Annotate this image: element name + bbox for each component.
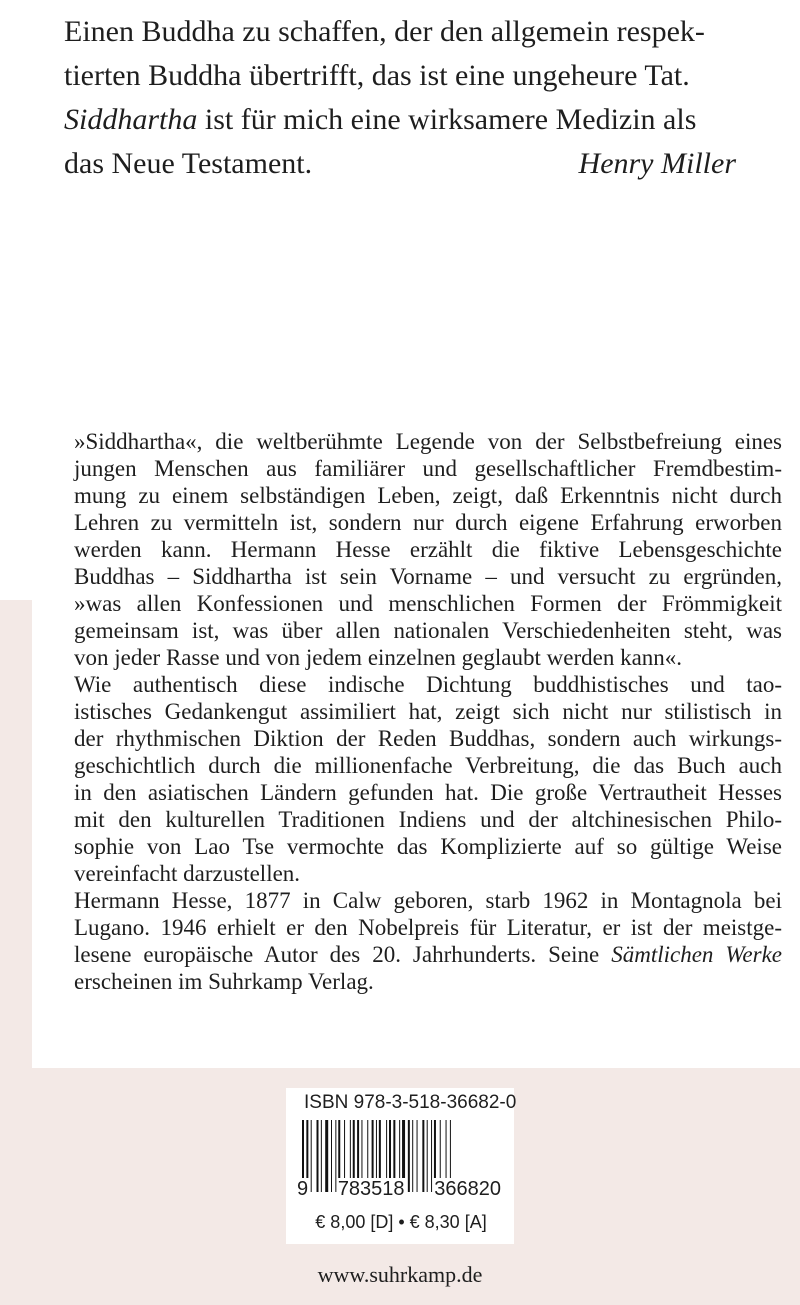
quote-block — [64, 10, 736, 186]
barcode-digit-first: 9 — [297, 1178, 309, 1200]
quote-title-italic: Siddhartha — [64, 103, 198, 136]
barcode-digits-group-1: 783518 — [337, 1178, 405, 1200]
publisher-website: www.suhrkamp.de — [317, 1262, 483, 1287]
blurb-line: Hermann Hesse, 1877 in Calw geboren, starb 1962 in Montagnola bei — [74, 888, 782, 913]
isbn-label: ISBN 978-3-518-36682-0 — [304, 1092, 517, 1113]
blurb-line: von jeder Rasse und von jedem einzelnen geglaubt werden kann«. — [74, 645, 683, 670]
blurb-line: der rhythmischen Diktion der Reden Buddhas, sondern auch wirkungs- — [74, 726, 782, 751]
blurb-line: vereinfacht darzustellen. — [74, 861, 301, 886]
quote-line-3 — [64, 98, 736, 142]
blurb-line: sophie von Lao Tse vermochte das Komplizierte auf so gültige Weise — [74, 834, 782, 859]
quote-line-4-text: das Neue Testament. — [64, 147, 313, 180]
blurb-line: Lehren zu vermitteln ist, sondern nur durch eigene Erfahrung erworben — [74, 510, 782, 535]
quote-author: Henry Miller — [578, 147, 736, 180]
blurb-line: Buddhas – Siddhartha ist sein Vorname – und versucht zu ergründen, — [74, 564, 782, 589]
blurb-line: jungen Menschen aus familiärer und gesellschaftlicher Fremdbestim- — [74, 456, 782, 481]
blurb-line: geschichtlich durch die millionenfache Verbreitung, die das Buch auch — [74, 753, 782, 778]
blurb-line: erscheinen im Suhrkamp Verlag. — [74, 969, 374, 994]
blurb-line: »Siddhartha«, die weltberühmte Legende von der Selbstbefreiung eines — [74, 429, 782, 454]
blurb-line — [74, 941, 782, 968]
works-title-italic: Sämtlichen Werke — [611, 942, 782, 967]
blurb-text — [74, 428, 782, 995]
blurb-line-20-text: lesene europäische Autor des 20. Jahrhunderts. Seine — [74, 942, 612, 967]
blurb-line: Lugano. 1946 erhielt er den Nobelpreis für Literatur, er ist der meistge- — [74, 915, 782, 940]
price-label: € 8,00 [D] • € 8,30 [A] — [315, 1212, 487, 1232]
blurb-line: werden kann. Hermann Hesse erzählt die fiktive Lebensgeschichte — [74, 537, 782, 562]
blurb-line: mung zu einem selbständigen Leben, zeigt, daß Erkenntnis nicht durch — [74, 483, 782, 508]
blurb-line: mit den kulturellen Traditionen Indiens und der altchinesischen Philo- — [74, 807, 782, 832]
blurb-line: in den asiatischen Ländern gefunden hat. Die große Vertrautheit Hesses — [74, 780, 782, 805]
quote-line-4 — [64, 142, 736, 186]
blurb-line: gemeinsam ist, was über allen nationalen Verschiedenheiten steht, was — [74, 618, 782, 643]
blurb-line: istisches Gedankengut assimiliert hat, zeigt sich nicht nur stilistisch in — [74, 699, 782, 724]
barcode-digits-group-2: 366820 — [434, 1178, 501, 1200]
blurb-line: »was allen Konfessionen und menschlichen Formen der Frömmigkeit — [74, 591, 782, 616]
barcode-digits — [296, 1178, 502, 1201]
quote-line-1: Einen Buddha zu schaffen, der den allgemein respek- — [64, 15, 705, 48]
blurb-line: Wie authentisch diese indische Dichtung buddhistisches und tao- — [74, 672, 782, 697]
quote-line-3-rest: ist für mich eine wirksamere Medizin als — [197, 103, 697, 136]
quote-line-2: tierten Buddha übertrifft, das ist eine ungeheure Tat. — [64, 59, 690, 92]
